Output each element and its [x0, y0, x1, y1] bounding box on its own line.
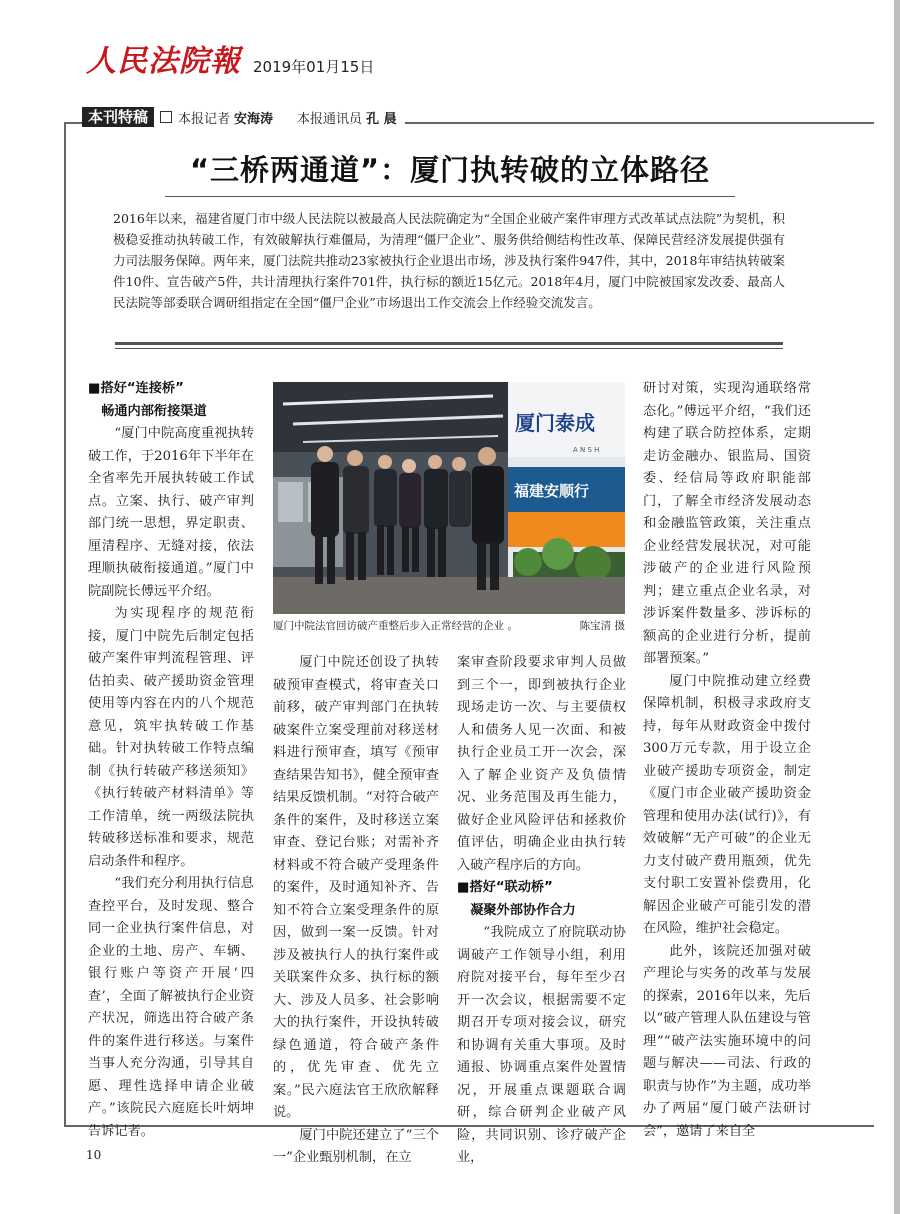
issue-date: 2019年01月15日: [253, 58, 375, 76]
special-feature-tag: 本刊特稿: [82, 107, 154, 127]
correspondent-name: 孔 晨: [366, 111, 397, 127]
column-3: [457, 652, 626, 1170]
page-number: 10: [86, 1148, 102, 1162]
col4-paragraph-2: 厦门中院推动建立经费保障机制，积极寻求政府支持，每年从财政资金中拨付300万元专款，用于设立企业破产援助专项资金，制定《厦门市企业破产援助资金管理和使用办法(试行)》，有效破解“无产可破”的企业无力支付破产费用瓶颈，优先支付职工安置补偿费用，化解因企业破产可能引发的潜在风险，维护社会稳定。: [643, 673, 811, 936]
byline: [160, 108, 397, 127]
byline-box-icon: [160, 111, 172, 123]
photo-caption-row: [273, 617, 625, 635]
col2-paragraph-2: 厦门中院还建立了“三个一”企业甄别机制，在立: [273, 1127, 439, 1165]
lead-paragraph: 2016年以来，福建省厦门市中级人民法院以被最高人民法院确定为“全国企业破产案件审理方式改革试点法院”为契机，积极稳妥推动执转破工作，有效破解执行难僵局，为清理“僵尸企业”、服务供给侧结构性改革、保障民营经济发展提供强有力司法服务保障。两年来，厦门法院共推动23家被执行企业退出市场，涉及执行案件947件，其中，2018年审结执转破案件10件、宣告破产5件，共计清理执行案件701件，执行标的额近15亿元。2018年4月，厦门中院被国家发改委、最高人民法院等部委联合调研组指定在全国“僵尸企业”市场退出工作交流会上作经验交流发言。: [113, 211, 785, 310]
frame-left-rule: [64, 122, 66, 1127]
col2-paragraph-1: 厦门中院还创设了执转破预审查模式，将审查关口前移，破产审判部门在执转破案件立案受理前对移送材料进行预审查，填写《预审查结果告知书》，健全预审查结果反馈机制。“对符合破产条件的案件，及时移送立案审查、登记台账；对需补齐材料或不符合破产受理条件的案件，及时通知补齐、告知不符合立案受理条件的原因，做到一案一反馈。针对涉及被执行人的执行案件或关联案件众多、执行标的额大、涉及人员多、社会影响大的执行案件，开设执转破绿色通道，符合破产条件的，优先审查、优先立案。”民六庭法官王欣欣解释说。: [273, 655, 439, 1120]
article-headline: “三桥两通道”：厦门执转破的立体路径: [189, 153, 711, 187]
section2-subheading: 凝聚外部协作合力: [470, 902, 576, 918]
headline-rule: [165, 196, 735, 197]
col1-paragraph-1: “厦门中院高度重视执转破工作，于2016年下半年在全省率先开展执转破工作试点。立案、执行、破产审判部门统一思想，界定职责、厘清程序、无缝对接，依法理顺执破衔接通道。”厦门中院副院长傅远平介绍。: [88, 426, 254, 599]
article-photo: [273, 382, 625, 614]
col3-paragraph-2: “我院成立了府院联动协调破产工作领导小组，利用府院对接平台，每年至少召开一次会议，根据需要不定期召开专项对接会议，研究和协调有关重大事项。及时通报、协调重点案件处置情况，开展重点课题联合调研，综合研判企业破产风险，共同识别、诊疗破产企业，: [457, 925, 626, 1165]
section1-heading: ■搭好“连接桥”: [88, 381, 184, 396]
section1-subheading: 畅通内部衔接渠道: [101, 403, 207, 419]
col3-paragraph-1: 案审查阶段要求审判人员做到三个一，即到被执行企业现场走访一次、与主要债权人和债务人见一次面、和被执行企业员工开一次会，深入了解企业资产及负债情况、业务范围及再生能力，做好企业风险评估和拯救价值评估，明确企业由执行转入破产程序后的方向。: [457, 655, 626, 873]
correspondent-label: 本报通讯员: [297, 111, 363, 127]
lead-rule-thick: [115, 342, 783, 345]
tag-row: [82, 106, 405, 128]
photo-sign-text-1: 厦门泰成: [515, 411, 595, 435]
photo-sign-text-2: A N S H: [573, 446, 600, 454]
photo-sign-text-3: 福建安顺行: [514, 482, 590, 500]
photo-illustration: [273, 382, 625, 614]
col1-paragraph-2: 为实现程序的规范衔接，厦门中院先后制定包括破产案件审判流程管理、评估拍卖、破产援助资金管理使用等内容在内的八个规范意见，筑牢执转破工作基础。针对执转破工作特点编制《执行转破产移送须知》《执行转破产材料清单》等工作清单，统一两级法院执转破移送标准和要求，规范启动条件和程序。: [88, 606, 254, 869]
section2-heading: ■搭好“联动桥”: [457, 880, 553, 895]
masthead: [86, 40, 374, 80]
col4-paragraph-1: 研讨对策，实现沟通联络常态化。”傅远平介绍，“我们还构建了联合防控体系，定期走访金融办、银监局、国资委、经信局等政府职能部门，了解全市经济发展动态和金融监管政策，关注重点企业经营发展状况，对可能涉破产的企业进行风险预判；建立重点企业名录，对涉诉案件数量多、涉诉标的额高的企业进行分析，提前部署预案。”: [643, 381, 811, 666]
photo-credit: 陈宝清 摄: [579, 620, 625, 632]
column-2: [273, 652, 439, 1170]
reporter-label: 本报记者: [178, 111, 231, 127]
newspaper-logo: 人民法院報: [86, 44, 241, 79]
photo-caption: 厦门中院法官回访破产重整后步入正常经营的企业 。: [273, 620, 518, 632]
col4-paragraph-3: 此外，该院还加强对破产理论与实务的改革与发展的探索，2016年以来，先后以“破产管理人队伍建设与管理”“破产法实施环境中的问题与解决——司法、行政的职责与协作”为主题，成功举办了两届“厦门破产法研讨会”，邀请了来自全: [643, 943, 811, 1139]
col1-paragraph-3: “我们充分利用执行信息查控平台，及时发现、整合同一企业执行案件信息，对企业的土地、房产、车辆、银行账户等资产开展‘四查’，全面了解被执行企业资产状况，筛选出符合破产条件的案件进行移送。与案件当事人充分沟通，引导其自愿、理性选择申请企业破产。”该院民六庭庭长叶炳坤告诉记者。: [88, 876, 254, 1139]
reporter-name: 安海涛: [234, 111, 274, 127]
column-4: [643, 378, 811, 1143]
lead-rule-thin: [115, 348, 783, 349]
column-1: [88, 378, 254, 1143]
